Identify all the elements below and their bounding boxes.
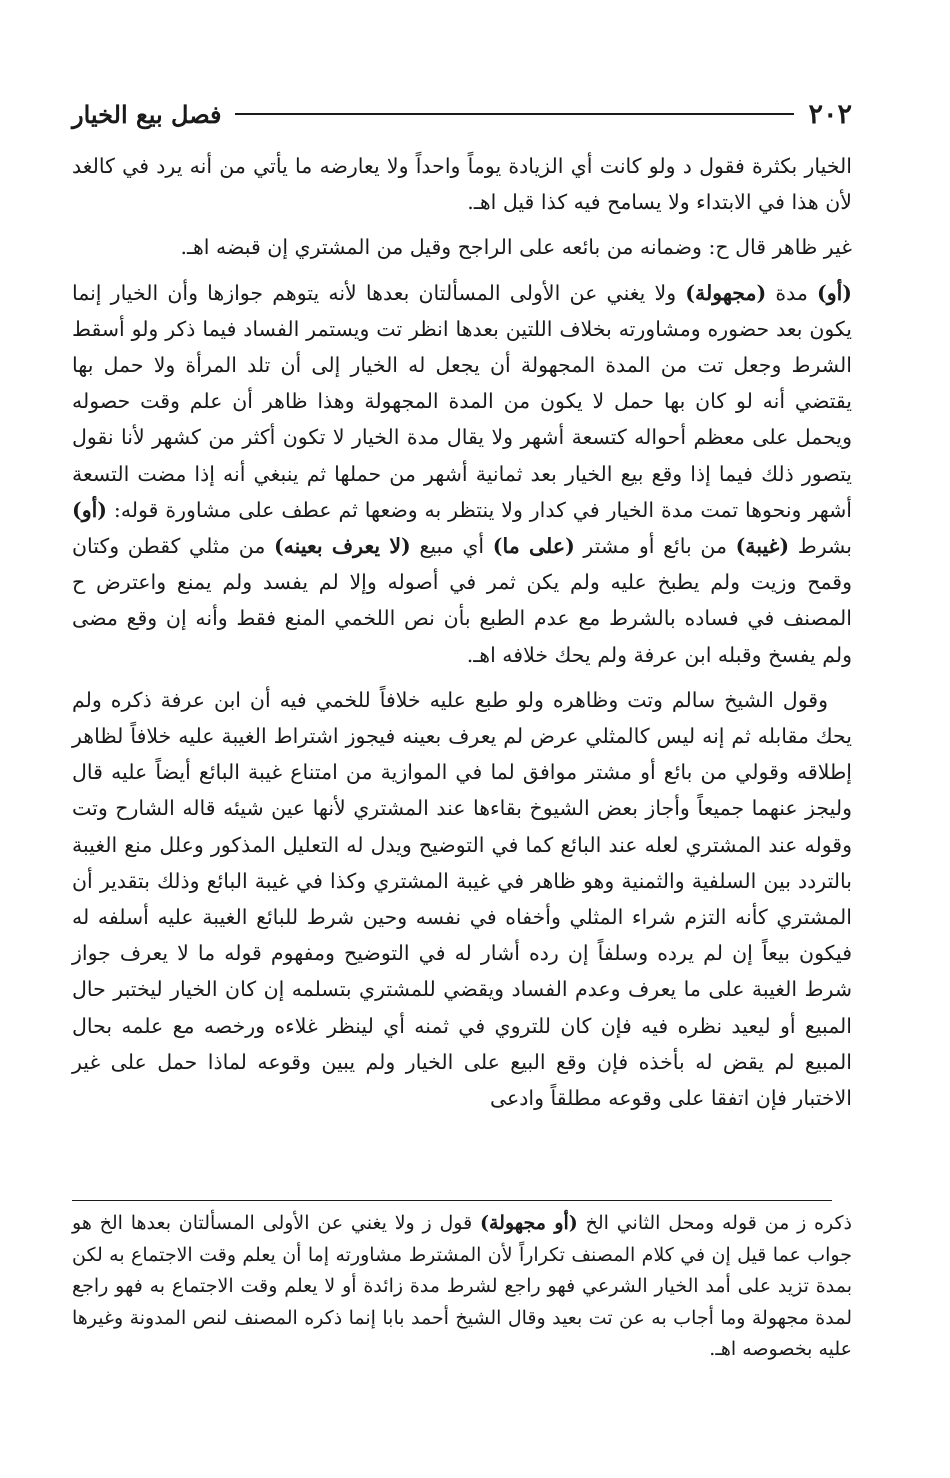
paragraph bbox=[72, 275, 852, 673]
bold-term: (أو مجهولة) bbox=[479, 1212, 578, 1234]
footnote-text bbox=[72, 1208, 852, 1366]
bold-term: (أو) bbox=[72, 497, 107, 522]
text-run: من مثلي كقطن وكتان وقمح وزيت ولم يطبخ عليه ولم يكن ثمر في أصوله وإلا لم يفسد ولم يمنع واعترض ح المصنف في فساده بالشرط مع عدم الطبع بأن نص اللخمي المنع فقط وأنه إن وقع مضى ولم يفسخ وقبله ابن عرفة ولم يحك خلافه اهـ. bbox=[72, 534, 852, 667]
text-run: مدة bbox=[766, 280, 818, 305]
bold-term: (على ما) bbox=[492, 534, 575, 559]
paragraph bbox=[72, 148, 852, 220]
paragraph bbox=[72, 682, 852, 1116]
text-run: وقول الشيخ سالم وتت وظاهره ولو طبع عليه خلافاً للخمي فيه أن ابن عرفة ذكره ولم يحك مقابله ثم إنه ليس كالمثلي عرض لم يعرف بعينه فيجوز اشتراط الغيبة عليه خلافاً لظاهر إطلاقه وقولي من بائع أو مشتر موافق لما في الموازية من امتناع غيبة البائع أيضاً عليه قال وليجز عنهما جميعاً وأجاز بعض الشيوخ بقاءها عند المشتري لأنها عين شيئه قاله الشارح وتت وقوله عند المشتري لعله عند البائع كما في التوضيح ويدل له التعليل المذكور وعلل منع الغيبة بالتردد بين السلفية والثمنية وهو ظاهر في غيبة المشتري وكذا في غيبة البائع وذلك بتقدير أن المشتري كأنه التزم شراء المثلي وأخفاه في نفسه وحين شرط للبائع الغيبة عليه أسلفه له فيكون بيعاً إن لم يرده وسلفاً إن رده أشار له في التوضيح ومفهوم قوله ما لا يعرف جواز شرط الغيبة على ما يعرف وعدم الفساد ويقضي للمشتري بتسلمه إن كان الخيار ليختبر حال المبيع أو ليعيد نظره فيه فإن كان للتروي في ثمنه أي لينظر غلاءه ورخصه مع علمه بحال المبيع لم يقض له بأخذه فإن وقع البيع على الخيار ولم يبين وقوعه لماذا حمل على غير الاختبار فإن اتفقا على وقوعه مطلقاً وادعى bbox=[72, 687, 852, 1111]
header-rule bbox=[235, 113, 794, 115]
text-run: قول ز ولا يغني عن الأولى المسألتان بعدها الخ هو جواب عما قيل إن في كلام المصنف تكراراً لأن المشترط مشاورته إما أن يعلم وقت الاجتماع به لكن بمدة تزيد على أمد الخيار الشرعي فهو راجع لشرط مدة زائدة أو لا يعلم وقت الاجتماع به فهو راجع لمدة مجهولة وما أجاب به عن تت بعيد وقال الشيخ أحمد بابا إنما ذكره المصنف لنص المدونة وغيرها عليه بخصوصه اهـ. bbox=[72, 1212, 852, 1360]
text-run: بشرط bbox=[789, 534, 853, 559]
main-text bbox=[72, 148, 852, 1116]
footnote-separator bbox=[72, 1200, 832, 1201]
running-header bbox=[72, 92, 852, 136]
bold-term: (أو) bbox=[817, 280, 853, 305]
text-run: ذكره ز من قوله ومحل الثاني الخ bbox=[577, 1212, 852, 1234]
paragraph bbox=[72, 229, 852, 265]
text-run: الخيار بكثرة فقول د ولو كانت أي الزيادة يوماً واحداً ولا يعارضه ما يأتي من أنه يرد في كالغد لأن هذا في الابتداء ولا يسامح فيه كذا قيل اهـ. bbox=[72, 154, 852, 215]
text-run: ولا يغني عن الأولى المسألتان بعدها لأنه يتوهم جوازها وأن الخيار إنما يكون بعد حضوره ومشاورته بخلاف اللتين بعدها انظر تت ويستمر الفساد فيما ذكر ولو أسقط الشرط وجعل تت من المدة المجهولة أن يجعل له الخيار إلى أن تلد المرأة ولا حمل بها يقتضي أنه لو كان بها حمل لا يكون من المدة المجهولة وهذا ظاهر أن علم وقت حصوله ويحمل على معظم أحواله كتسعة أشهر ولا يقال مدة الخيار لا تكون أكثر من كشهر لأنا نقول يتصور ذلك فيما إذا وقع بيع الخيار بعد ثمانية أشهر من حملها ثم ينبغي أنه إذا مضت التسعة أشهر ونحوها تمت مدة الخيار في كدار ولا ينتظر به وضعها ثم عطف على مشاورة قوله: bbox=[72, 280, 852, 522]
text-run: من بائع أو مشتر bbox=[574, 534, 736, 559]
page-number: ٢٠٢ bbox=[808, 98, 852, 130]
bold-term: (لا يعرف بعينه) bbox=[273, 534, 411, 559]
footnote bbox=[72, 1208, 852, 1366]
bold-term: (غيبة) bbox=[735, 534, 790, 559]
text-run: أي مبيع bbox=[410, 534, 493, 559]
text-run: غير ظاهر قال ح: وضمانه من بائعه على الراجح وقيل من المشتري إن قبضه اهـ. bbox=[180, 235, 852, 260]
bold-term: (مجهولة) bbox=[685, 280, 767, 305]
running-title: فصل بيع الخيار bbox=[72, 99, 222, 129]
